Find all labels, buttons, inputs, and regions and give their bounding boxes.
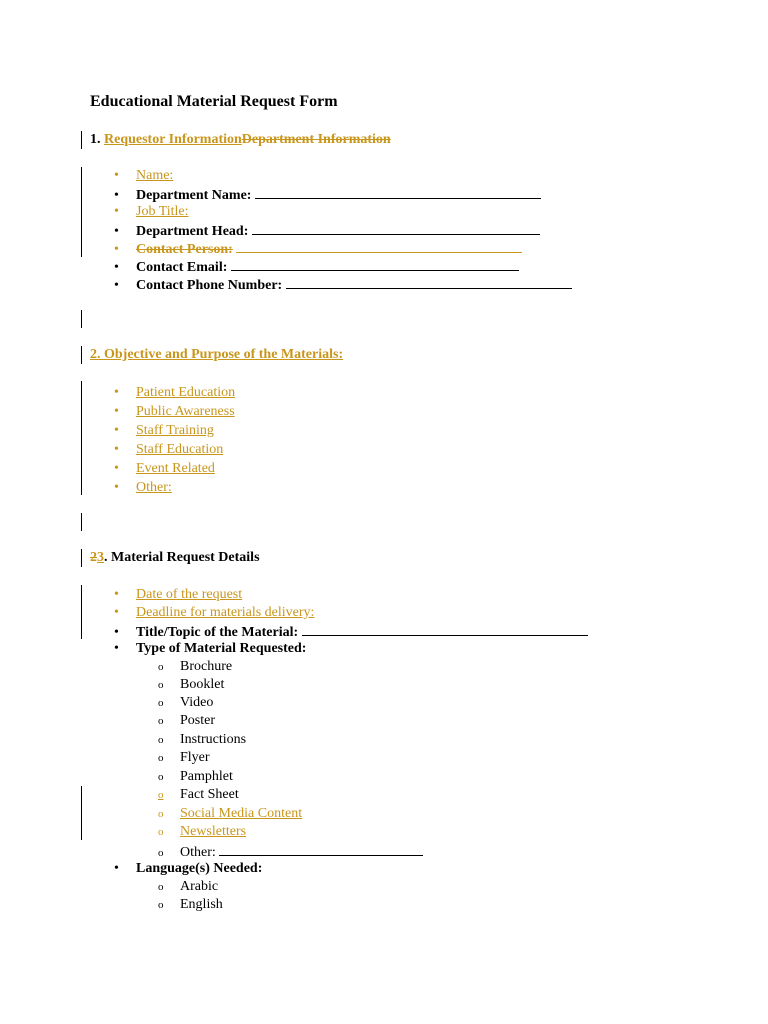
contact-phone-field[interactable] bbox=[286, 275, 572, 289]
list-item: • Other: bbox=[114, 480, 172, 495]
bullet-icon: • bbox=[114, 242, 119, 257]
change-bar bbox=[81, 167, 82, 257]
document-title: Educational Material Request Form bbox=[90, 93, 338, 110]
type-option: o Poster bbox=[158, 713, 215, 728]
bullet-icon: • bbox=[114, 385, 119, 400]
list-item: • Staff Education bbox=[114, 442, 224, 457]
type-option: o Pamphlet bbox=[158, 769, 233, 784]
list-item-job-title: • Job Title: bbox=[114, 204, 189, 219]
type-option-other: o Other: bbox=[158, 842, 423, 862]
department-head-field[interactable] bbox=[252, 221, 540, 235]
change-bar bbox=[81, 310, 82, 328]
department-name-field[interactable] bbox=[255, 185, 541, 199]
change-bar bbox=[81, 381, 82, 495]
bullet-icon: • bbox=[114, 224, 119, 239]
bullet-icon: • bbox=[114, 442, 119, 457]
title-topic-field[interactable] bbox=[302, 622, 588, 636]
circle-bullet-icon: o bbox=[158, 881, 164, 893]
list-item-contact-email: • Contact Email: bbox=[114, 257, 519, 277]
circle-bullet-icon: o bbox=[158, 715, 164, 727]
circle-bullet-icon: o bbox=[158, 661, 164, 673]
section1-heading bbox=[90, 132, 391, 148]
bullet-icon: • bbox=[114, 861, 119, 876]
other-type-field[interactable] bbox=[219, 842, 423, 856]
type-option: o Flyer bbox=[158, 750, 210, 765]
contact-person-field[interactable] bbox=[236, 239, 522, 253]
section1-inserted-title: Requestor Information bbox=[104, 132, 242, 147]
list-item-date: • Date of the request bbox=[114, 587, 243, 602]
bullet-icon: • bbox=[114, 587, 119, 602]
list-item: • Staff Training bbox=[114, 423, 214, 438]
circle-bullet-icon: o bbox=[158, 752, 164, 764]
circle-bullet-icon: o bbox=[158, 789, 164, 801]
bullet-icon: • bbox=[114, 480, 119, 495]
section3-deleted-number: 2 bbox=[90, 550, 97, 565]
list-item-department-name: • Department Name: bbox=[114, 185, 541, 205]
contact-email-field[interactable] bbox=[231, 257, 519, 271]
bullet-icon: • bbox=[114, 404, 119, 419]
type-option: o Video bbox=[158, 695, 214, 710]
list-item-name: • Name: bbox=[114, 168, 174, 183]
bullet-icon: • bbox=[114, 461, 119, 476]
section3-inserted-number: 3 bbox=[97, 550, 104, 565]
language-option: o Arabic bbox=[158, 879, 219, 894]
bullet-icon: • bbox=[114, 641, 119, 656]
bullet-icon: • bbox=[114, 188, 119, 203]
circle-bullet-icon: o bbox=[158, 679, 164, 691]
list-item-language: • Language(s) Needed: bbox=[114, 861, 263, 876]
circle-bullet-icon: o bbox=[158, 697, 164, 709]
section2-heading: 2. Objective and Purpose of the Materials: bbox=[90, 347, 344, 362]
bullet-icon: • bbox=[114, 605, 119, 620]
change-bar bbox=[81, 513, 82, 531]
bullet-icon: • bbox=[114, 260, 119, 275]
circle-bullet-icon: o bbox=[158, 847, 164, 859]
change-bar bbox=[81, 549, 82, 567]
section1-deleted-title: Department Information bbox=[241, 132, 391, 147]
type-option: o Fact Sheet bbox=[158, 787, 239, 802]
circle-bullet-icon: o bbox=[158, 771, 164, 783]
bullet-icon: • bbox=[114, 625, 119, 640]
section3-heading: 23. Material Request Details bbox=[90, 550, 260, 565]
type-option: o Newsletters bbox=[158, 824, 247, 839]
bullet-icon: • bbox=[114, 204, 119, 219]
type-option: o Booklet bbox=[158, 677, 225, 692]
change-bar bbox=[81, 585, 82, 639]
list-item-type: • Type of Material Requested: bbox=[114, 641, 307, 656]
list-item-department-head: • Department Head: bbox=[114, 221, 540, 241]
type-option: o Brochure bbox=[158, 659, 233, 674]
list-item-contact-phone: • Contact Phone Number: bbox=[114, 275, 572, 295]
bullet-icon: • bbox=[114, 278, 119, 293]
circle-bullet-icon: o bbox=[158, 826, 164, 838]
list-item-deadline: • Deadline for materials delivery: bbox=[114, 605, 315, 620]
list-item: • Public Awareness bbox=[114, 404, 235, 419]
change-bar bbox=[81, 346, 82, 364]
bullet-icon: • bbox=[114, 168, 119, 183]
section1-number: 1. bbox=[90, 132, 101, 147]
list-item-contact-person: • Contact Person: bbox=[114, 239, 522, 259]
type-option: o Instructions bbox=[158, 732, 247, 747]
circle-bullet-icon: o bbox=[158, 899, 164, 911]
change-bar bbox=[81, 786, 82, 840]
type-option: o Social Media Content bbox=[158, 806, 303, 821]
circle-bullet-icon: o bbox=[158, 734, 164, 746]
language-option: o English bbox=[158, 897, 223, 912]
change-bar bbox=[81, 131, 82, 149]
list-item: • Patient Education bbox=[114, 385, 236, 400]
list-item: • Event Related bbox=[114, 461, 215, 476]
bullet-icon: • bbox=[114, 423, 119, 438]
list-item-title-topic: • Title/Topic of the Material: bbox=[114, 622, 588, 642]
circle-bullet-icon: o bbox=[158, 808, 164, 820]
